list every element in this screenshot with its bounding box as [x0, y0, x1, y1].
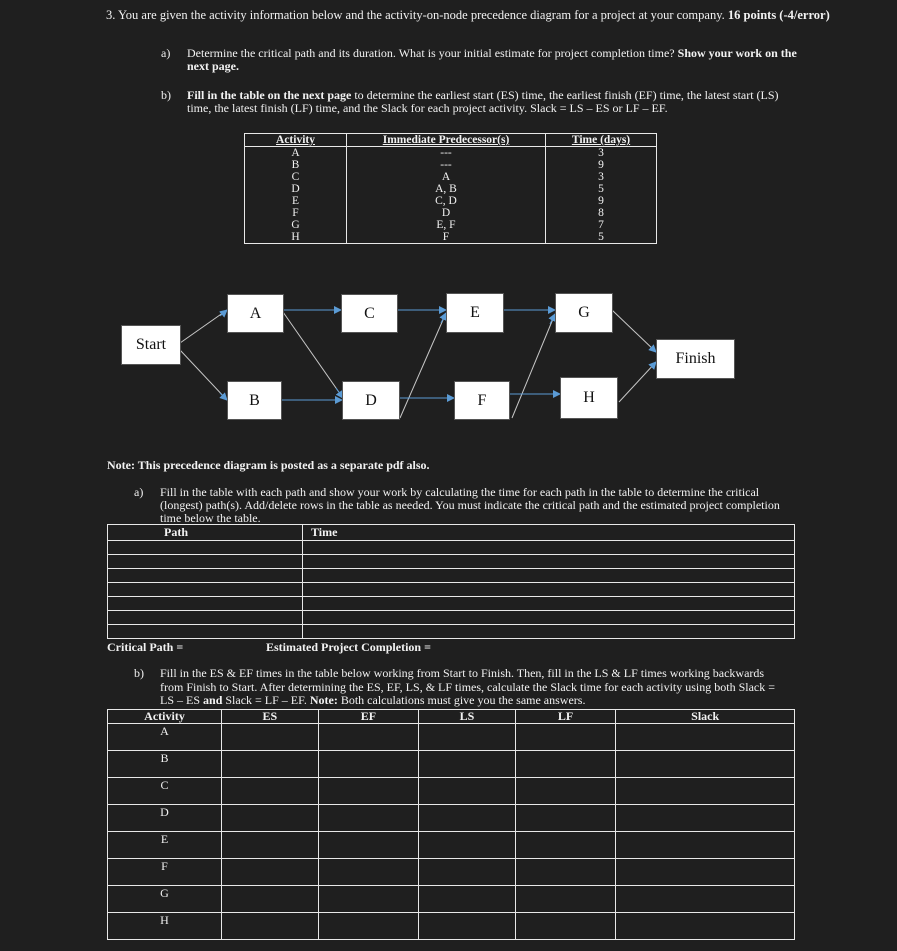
- cell-time: 5: [546, 183, 657, 195]
- activity-cell: A: [108, 724, 222, 751]
- table-row: [108, 886, 795, 913]
- header-slack: Slack: [616, 710, 795, 724]
- schedule-table-header: [108, 710, 795, 724]
- section-b-text3: Both calculations must give you the same answers.: [337, 693, 586, 707]
- cell-predecessor: ---: [347, 159, 546, 171]
- ls-cell[interactable]: [419, 805, 516, 832]
- cell-time: 8: [546, 207, 657, 219]
- header-time: Time (days): [546, 134, 657, 147]
- ls-cell[interactable]: [419, 832, 516, 859]
- ef-cell[interactable]: [318, 724, 419, 751]
- activity-cell: B: [108, 751, 222, 778]
- activity-cell: F: [108, 859, 222, 886]
- cell-predecessor: C, D: [347, 195, 546, 207]
- cell-time: 5: [546, 231, 657, 244]
- es-cell[interactable]: [222, 751, 319, 778]
- time-cell[interactable]: [303, 555, 795, 569]
- part-a-bold: Show your work on the next page.: [187, 46, 797, 73]
- lf-cell[interactable]: [515, 913, 616, 940]
- section-b-bold-and: and: [203, 693, 223, 707]
- arrow-a-d: [283, 312, 343, 398]
- time-cell[interactable]: [303, 541, 795, 555]
- table-row: [108, 611, 795, 625]
- cell-predecessor: F: [347, 231, 546, 244]
- lf-cell[interactable]: [515, 886, 616, 913]
- arrow-d-e: [400, 313, 446, 418]
- ef-cell[interactable]: [318, 832, 419, 859]
- section-b-label: b): [134, 666, 144, 680]
- path-cell[interactable]: [108, 583, 303, 597]
- ls-cell[interactable]: [419, 859, 516, 886]
- node-h: H: [560, 377, 618, 419]
- activity-cell: D: [108, 805, 222, 832]
- lf-cell[interactable]: [515, 805, 616, 832]
- part-b-text: to determine the earliest start (ES) time, the earliest finish (EF) time, the latest start (LS) time, the latest finish (LF) time, and the Slack for each project activity. Slack = LS – ES or LF – EF.: [187, 88, 779, 115]
- part-a-label: a): [161, 46, 171, 60]
- node-f: F: [454, 381, 510, 420]
- table-row: [108, 805, 795, 832]
- table-row: [108, 778, 795, 805]
- lf-cell[interactable]: [515, 859, 616, 886]
- cell-activity: E: [245, 195, 347, 207]
- node-start: Start: [121, 325, 181, 365]
- slack-cell[interactable]: [616, 724, 795, 751]
- es-cell[interactable]: [222, 778, 319, 805]
- arrow-h-finish: [619, 362, 656, 402]
- arrow-start-a: [180, 310, 227, 343]
- section-a: [134, 485, 800, 525]
- lf-cell[interactable]: [515, 832, 616, 859]
- node-d: D: [342, 381, 400, 420]
- node-c: C: [341, 294, 398, 333]
- ef-cell[interactable]: [318, 886, 419, 913]
- cell-activity: C: [245, 171, 347, 183]
- activity-cell: E: [108, 832, 222, 859]
- ls-cell[interactable]: [419, 913, 516, 940]
- table-row: [108, 751, 795, 778]
- table-row: [108, 625, 795, 639]
- slack-cell[interactable]: [616, 859, 795, 886]
- section-b: [134, 666, 790, 708]
- node-g: G: [555, 293, 613, 333]
- header-lf: LF: [515, 710, 616, 724]
- table-row: [108, 555, 795, 569]
- node-finish: Finish: [656, 339, 735, 379]
- ef-cell[interactable]: [318, 778, 419, 805]
- slack-cell[interactable]: [616, 751, 795, 778]
- table-row: [108, 541, 795, 555]
- slack-cell[interactable]: [616, 886, 795, 913]
- slack-cell[interactable]: [616, 913, 795, 940]
- es-cell[interactable]: [222, 805, 319, 832]
- lf-cell[interactable]: [515, 724, 616, 751]
- table-row: [108, 859, 795, 886]
- cell-activity: A: [245, 147, 347, 160]
- ef-cell[interactable]: [318, 805, 419, 832]
- es-cell[interactable]: [222, 859, 319, 886]
- path-cell[interactable]: [108, 555, 303, 569]
- part-b-label: b): [161, 88, 171, 102]
- arrow-f-g: [512, 314, 555, 418]
- header-activity: Activity: [245, 134, 347, 147]
- activity-cell: C: [108, 778, 222, 805]
- path-cell[interactable]: [108, 541, 303, 555]
- cell-predecessor: A: [347, 171, 546, 183]
- path-cell[interactable]: [108, 611, 303, 625]
- cell-time: 3: [546, 171, 657, 183]
- slack-cell[interactable]: [616, 832, 795, 859]
- section-b-text: Fill in the ES & EF times in the table below working from Start to Finish. Then, fill in the LS & LF times working backwards from Finish to Start. After determining the ES, EF, LS, & LF times, calculate the Slack time for each activity using both Slack = LS – ES: [160, 666, 776, 707]
- header-path: Path: [108, 525, 303, 541]
- time-cell[interactable]: [303, 583, 795, 597]
- ef-cell[interactable]: [318, 859, 419, 886]
- cell-predecessor: E, F: [347, 219, 546, 231]
- header-ef: EF: [318, 710, 419, 724]
- table-row: [108, 832, 795, 859]
- table-row: [108, 583, 795, 597]
- ls-cell[interactable]: [419, 778, 516, 805]
- time-cell[interactable]: [303, 569, 795, 583]
- path-cell[interactable]: [108, 625, 303, 639]
- arrow-start-b: [180, 350, 227, 400]
- part-b-bold: Fill in the table on the next page: [187, 88, 352, 102]
- cell-activity: G: [245, 219, 347, 231]
- slack-cell[interactable]: [616, 805, 795, 832]
- section-b-bold-note: Note:: [309, 693, 338, 707]
- path-table: [107, 524, 795, 639]
- node-e: E: [446, 293, 504, 333]
- table-row: [108, 597, 795, 611]
- node-a: A: [227, 294, 284, 333]
- path-cell[interactable]: [108, 597, 303, 611]
- es-cell[interactable]: [222, 886, 319, 913]
- cell-time: 9: [546, 195, 657, 207]
- cell-activity: D: [245, 183, 347, 195]
- lf-cell[interactable]: [515, 778, 616, 805]
- time-cell[interactable]: [303, 597, 795, 611]
- ls-cell[interactable]: [419, 724, 516, 751]
- question-points: 16 points (-4/error): [727, 8, 830, 22]
- cell-activity: B: [245, 159, 347, 171]
- time-cell[interactable]: [303, 625, 795, 639]
- ls-cell[interactable]: [419, 751, 516, 778]
- schedule-table: [107, 709, 795, 940]
- header-ls: LS: [419, 710, 516, 724]
- cell-activity: F: [245, 207, 347, 219]
- section-b-text2: Slack = LF – EF.: [222, 693, 310, 707]
- es-cell[interactable]: [222, 724, 319, 751]
- activity-cell: G: [108, 886, 222, 913]
- header-activity: Activity: [108, 710, 222, 724]
- question-text: 3. You are given the activity information below and the activity-on-node precedence diagram for a project at your company.: [106, 8, 728, 22]
- diagram-note: Note: This precedence diagram is posted as a separate pdf also.: [107, 458, 430, 472]
- time-cell[interactable]: [303, 611, 795, 625]
- header-time: Time: [303, 525, 795, 541]
- arrow-g-finish: [612, 310, 656, 352]
- table-row: [108, 724, 795, 751]
- cell-time: 7: [546, 219, 657, 231]
- cell-time: 9: [546, 159, 657, 171]
- lf-cell[interactable]: [515, 751, 616, 778]
- ef-cell[interactable]: [318, 751, 419, 778]
- section-a-label: a): [134, 485, 144, 499]
- cell-activity: H: [245, 231, 347, 244]
- cell-time: 3: [546, 147, 657, 160]
- path-cell[interactable]: [108, 569, 303, 583]
- ef-cell[interactable]: [318, 913, 419, 940]
- activity-cell: H: [108, 913, 222, 940]
- cell-predecessor: ---: [347, 147, 546, 160]
- part-a-text: Determine the critical path and its duration. What is your initial estimate for project completion time?: [187, 46, 678, 60]
- table-row: [108, 569, 795, 583]
- path-table-header: [108, 525, 795, 541]
- header-predecessors: Immediate Predecessor(s): [347, 134, 546, 147]
- node-b: B: [227, 381, 282, 420]
- critical-path-label: Critical Path =: [107, 640, 184, 654]
- completion-label: Estimated Project Completion =: [266, 640, 431, 654]
- section-a-text: Fill in the table with each path and show your work by calculating the time for each path in the table to determine the critical (longest) path(s). Add/delete rows in the table as needed. You must indicate the critical path and the estimated project completion time below the table.: [160, 485, 780, 525]
- cell-predecessor: D: [347, 207, 546, 219]
- slack-cell[interactable]: [616, 778, 795, 805]
- es-cell[interactable]: [222, 832, 319, 859]
- cell-predecessor: A, B: [347, 183, 546, 195]
- table-row: [108, 913, 795, 940]
- es-cell[interactable]: [222, 913, 319, 940]
- header-es: ES: [222, 710, 319, 724]
- ls-cell[interactable]: [419, 886, 516, 913]
